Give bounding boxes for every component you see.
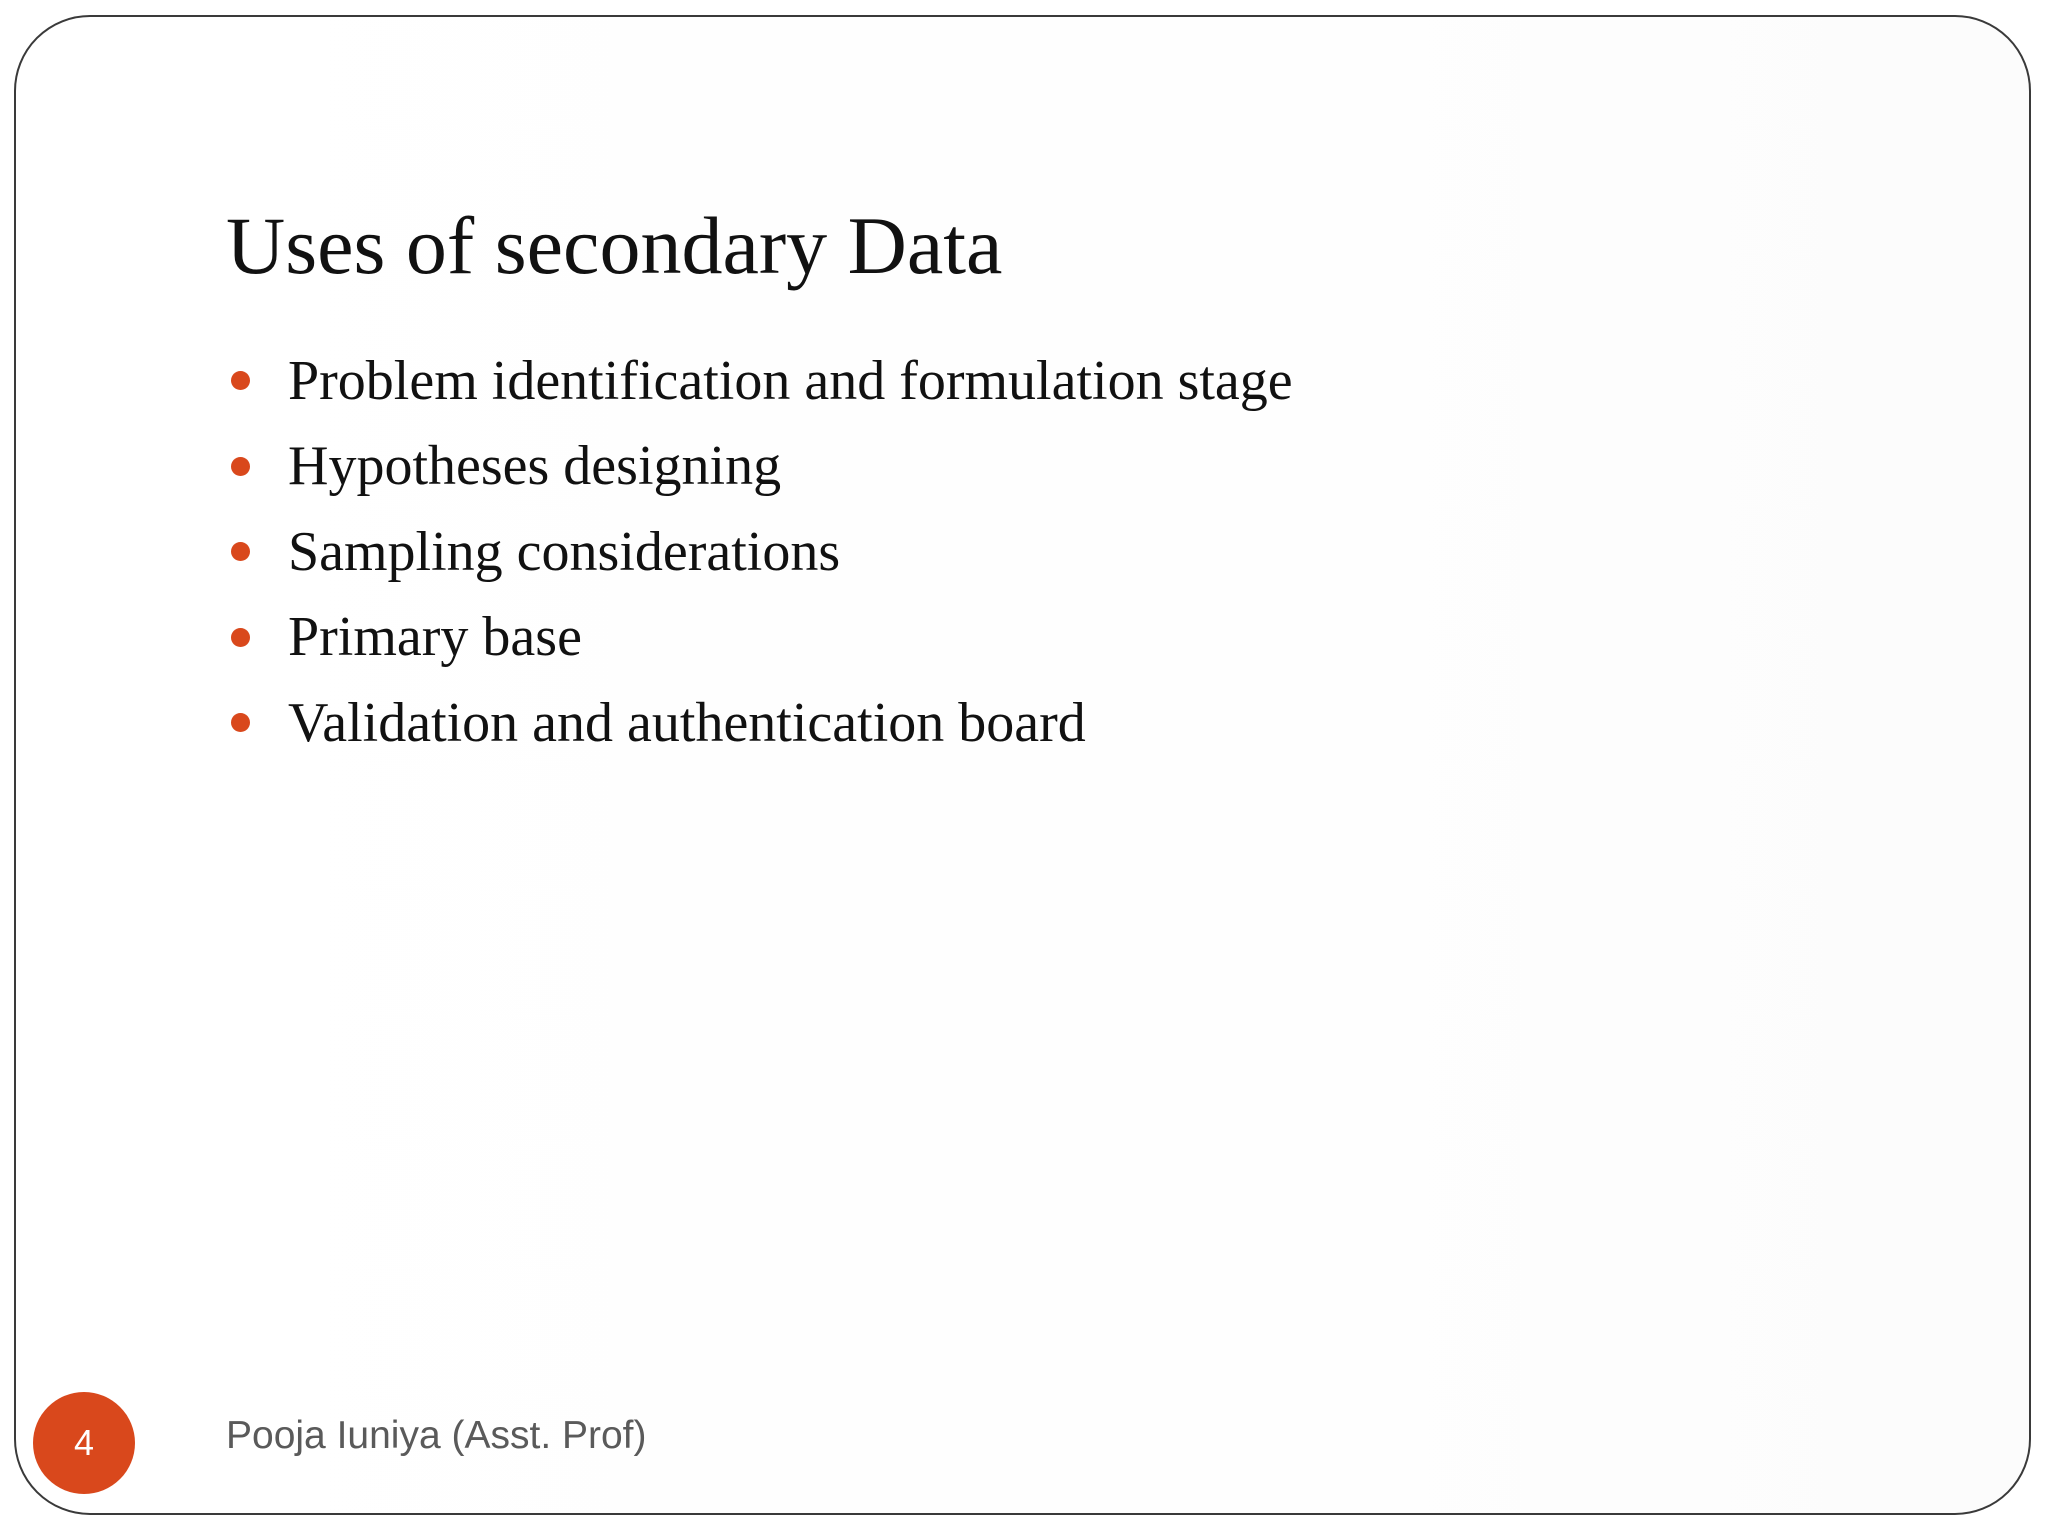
footer-author: Pooja Iuniya (Asst. Prof) — [226, 1414, 647, 1457]
bullet-text: Hypotheses designing — [288, 435, 782, 498]
page-number-badge — [33, 1392, 135, 1494]
bullet-dot-icon — [231, 628, 250, 647]
bullet-item — [226, 595, 1293, 681]
page-number: 4 — [73, 1422, 95, 1463]
bullet-dot-icon — [231, 371, 250, 390]
bullet-dot-icon — [231, 542, 250, 561]
bullet-text: Problem identification and formulation stage — [288, 349, 1293, 412]
bullet-item — [226, 509, 1293, 595]
bullet-item — [226, 680, 1293, 766]
bullet-item — [226, 424, 1293, 510]
bullet-item — [226, 338, 1293, 424]
bullet-dot-icon — [231, 457, 250, 476]
bullet-dot-icon — [231, 713, 250, 732]
bullet-text: Sampling considerations — [288, 520, 841, 583]
slide-title: Uses of secondary Data — [226, 200, 1003, 291]
bullet-list — [226, 338, 1293, 766]
bullet-text: Primary base — [288, 606, 582, 669]
bullet-text: Validation and authentication board — [288, 691, 1086, 754]
